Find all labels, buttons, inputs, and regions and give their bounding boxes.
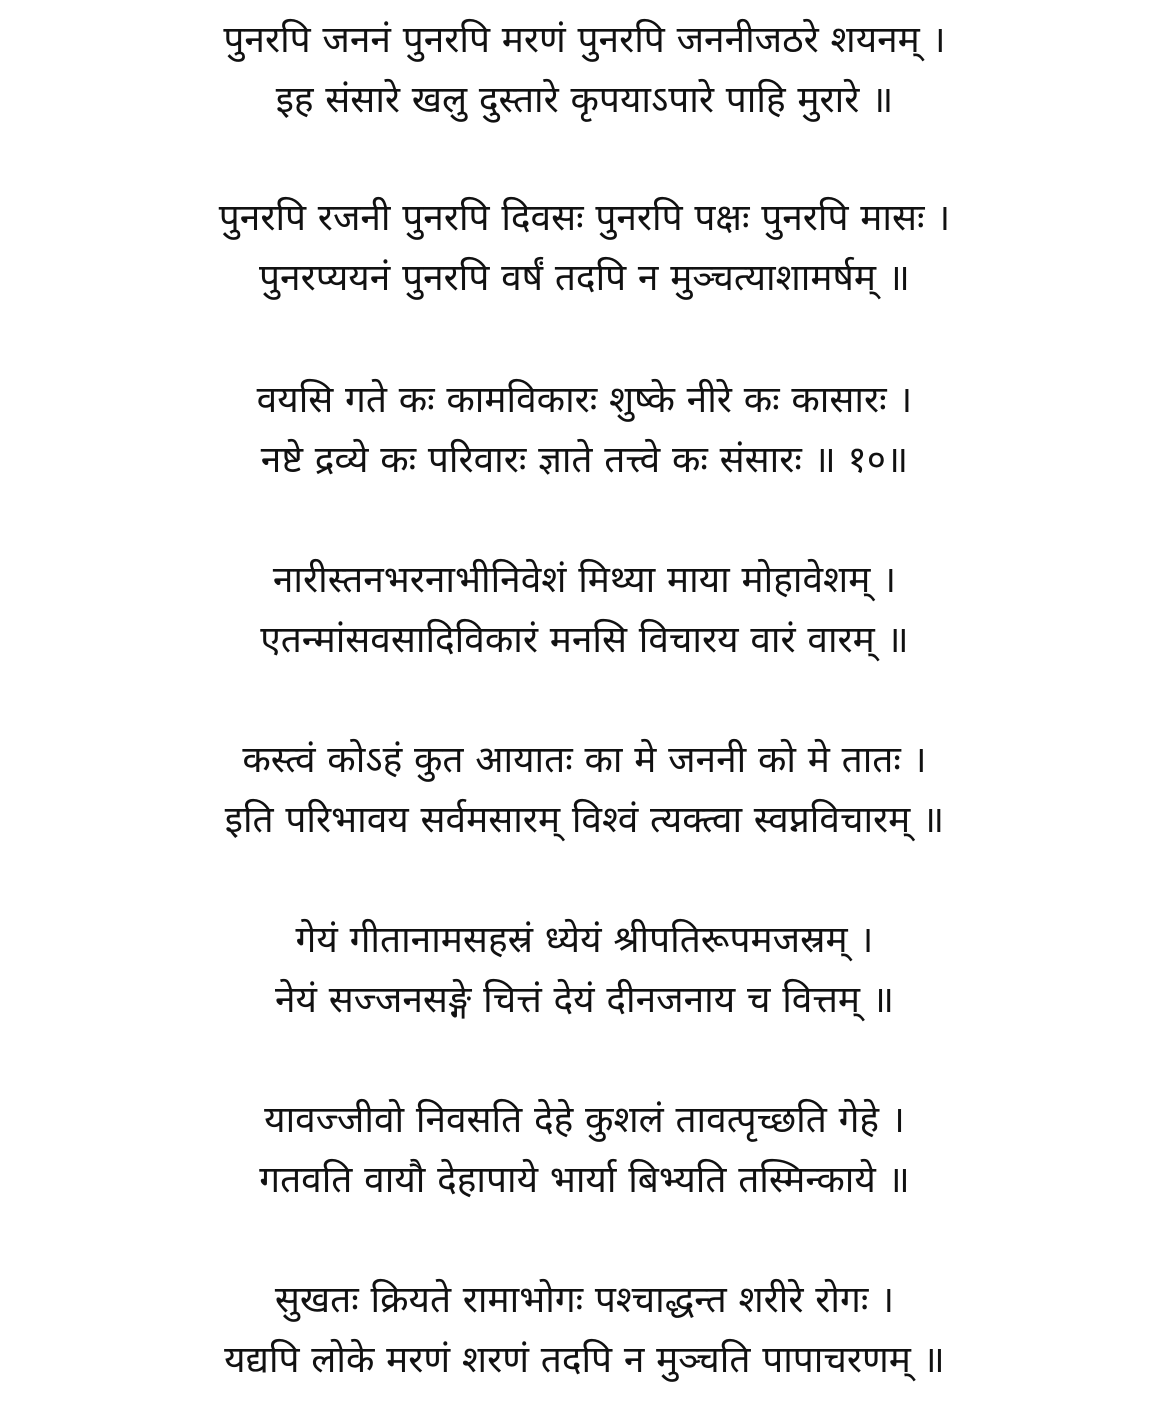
verse-3-line-1: वयसि गते कः कामविकारः शुष्के नीरे कः कासारः । — [256, 378, 913, 421]
verse-4-line-1: नारीस्तनभरनाभीनिवेशं मिथ्या माया मोहावेशम् । — [272, 558, 897, 601]
verse-5-line-2: इति परिभावय सर्वमसारम् विश्वं त्यक्त्वा स्वप्नविचारम् ॥ — [224, 798, 945, 841]
verse-2-line-2: पुनरप्ययनं पुनरपि वर्षं तदपि न मुञ्चत्याशामर्षम् ॥ — [259, 256, 910, 299]
verse-7-line-1: यावज्जीवो निवसति देहे कुशलं तावत्पृच्छति गेहे । — [264, 1098, 905, 1141]
verse-6-line-1: गेयं गीतानामसहस्रं ध्येयं श्रीपतिरूपमजस्रम् । — [295, 918, 874, 961]
verse-2-line-1: पुनरपि रजनी पुनरपि दिवसः पुनरपि पक्षः पुनरपि मासः । — [218, 196, 951, 239]
verse-5-line-1: कस्त्वं कोऽहं कुत आयातः का मे जननी को मे तातः । — [242, 738, 927, 781]
verse-4-line-2: एतन्मांसवसादिविकारं मनसि विचारय वारं वारम् ॥ — [260, 618, 909, 661]
verse-8-line-1: सुखतः क्रियते रामाभोगः पश्चाद्धन्त शरीरे रोगः । — [274, 1278, 895, 1321]
verse-7-line-2: गतवति वायौ देहापाये भार्या बिभ्यति तस्मिन्काये ॥ — [259, 1158, 910, 1201]
verse-8-line-2: यद्यपि लोके मरणं शरणं तदपि न मुञ्चति पापाचरणम् ॥ — [224, 1338, 945, 1381]
verse-3-line-2: नष्टे द्रव्ये कः परिवारः ज्ञाते तत्त्वे कः संसारः ॥ १०॥ — [260, 438, 909, 481]
verse-6-line-2: नेयं सज्जनसङ्गे चित्तं देयं दीनजनाय च वित्तम् ॥ — [275, 978, 894, 1021]
verse-1-line-2: इह संसारे खलु दुस्तारे कृपयाऽपारे पाहि मुरारे ॥ — [275, 78, 894, 121]
verse-1-line-1: पुनरपि जननं पुनरपि मरणं पुनरपि जननीजठरे शयनम् । — [223, 18, 946, 61]
